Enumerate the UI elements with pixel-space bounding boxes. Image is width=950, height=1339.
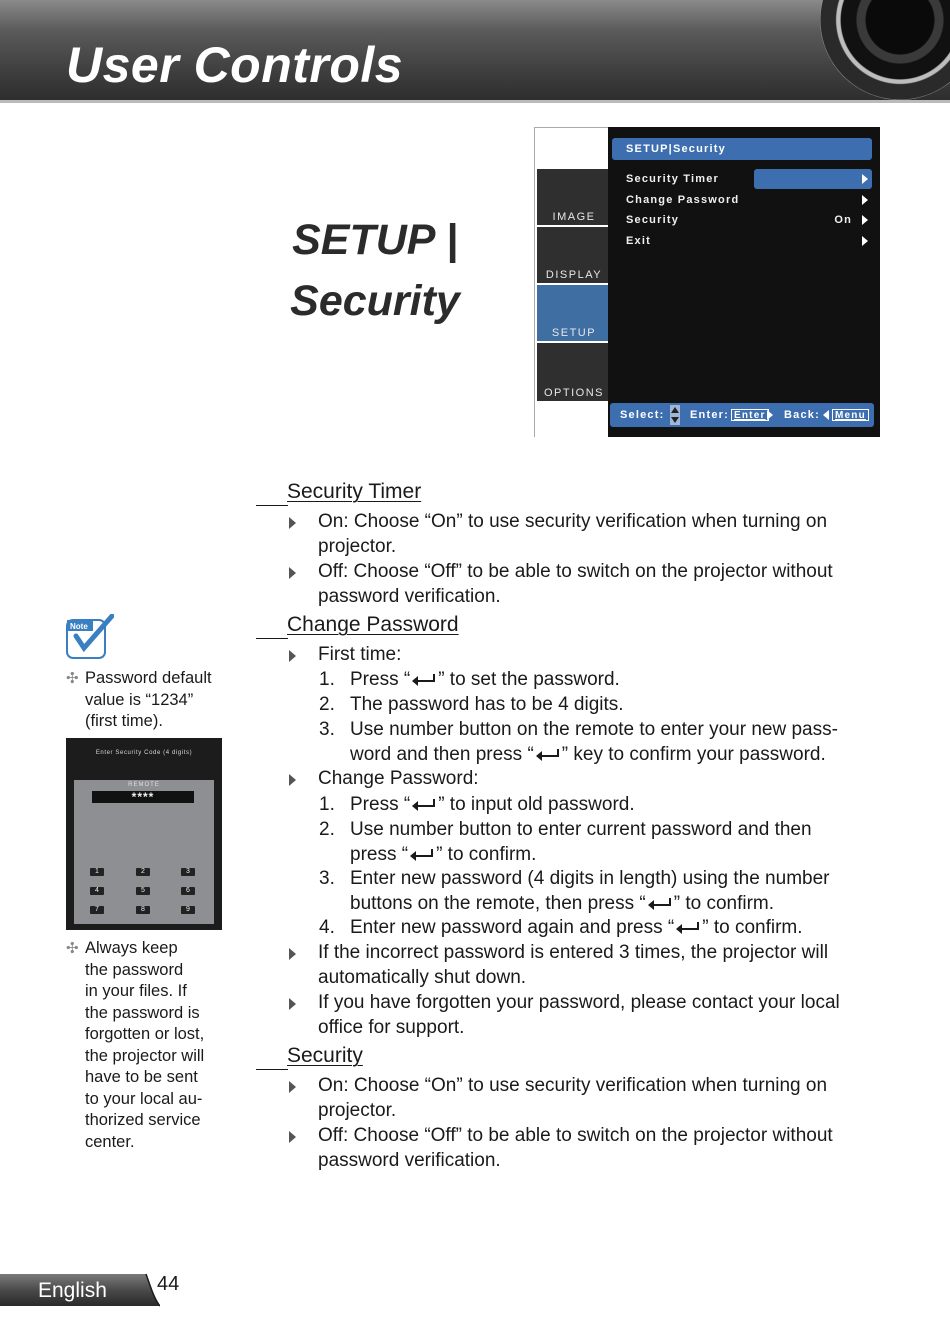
- key-8: 8: [136, 906, 150, 914]
- note-icon: [66, 614, 114, 660]
- arrow-right-icon: [766, 409, 774, 421]
- step-first-3: 3. Use number button on the remote to enter your new pass- word and then press “ ” key to confirm your password.: [319, 719, 838, 765]
- enter-key-icon: [647, 897, 673, 911]
- menu-key-icon: Menu: [832, 409, 869, 421]
- up-down-icon: [670, 405, 680, 425]
- heading-security-timer: Security Timer: [256, 480, 476, 506]
- step-change-3: 3. Enter new password (4 digits in length) using the number buttons on the remote, then press “ ” to confirm.: [319, 868, 830, 914]
- bullet-security-off: Off: Choose “Off” to be able to switch on the projector without password verification.: [287, 1124, 887, 1174]
- arrow-right-icon: [862, 215, 868, 225]
- osd-item-security: Security On: [626, 210, 874, 230]
- enter-key-icon: [411, 673, 437, 687]
- osd-menu-screenshot: [534, 127, 880, 437]
- key-9: 9: [181, 906, 195, 914]
- key-6: 6: [181, 887, 195, 895]
- osd-footer: Select: Enter: Enter Back: Menu: [610, 403, 874, 427]
- osd-item-security-timer: Security Timer: [626, 169, 874, 189]
- header-rule: [0, 100, 950, 103]
- section-title-line2: Security: [290, 277, 460, 325]
- key-7: 7: [90, 906, 104, 914]
- key-2: 2: [136, 868, 150, 876]
- triangle-bullet-icon: [289, 1131, 296, 1143]
- bullet-first-time: First time:: [287, 643, 887, 668]
- arrow-right-icon: [862, 174, 868, 184]
- bullet-timer-on: On: Choose “On” to use security verification when turning on projector.: [287, 510, 887, 560]
- triangle-bullet-icon: [289, 948, 296, 960]
- osd-tab-image: IMAGE: [537, 169, 611, 225]
- arrow-right-icon: [862, 195, 868, 205]
- enter-key-icon: [409, 848, 435, 862]
- bullet-security-on: On: Choose “On” to use security verification when turning on projector.: [287, 1074, 887, 1124]
- key-4: 4: [90, 887, 104, 895]
- key-1: 1: [90, 868, 104, 876]
- osd-item-exit: Exit: [626, 231, 874, 251]
- bullet-incorrect-password: If the incorrect password is entered 3 times, the projector will automatically shut down.: [287, 941, 887, 991]
- diamond-bullet-icon: ✣: [66, 670, 79, 687]
- enter-key-icon: [411, 798, 437, 812]
- triangle-bullet-icon: [289, 517, 296, 529]
- projector-lens-graphic: [820, 0, 950, 100]
- triangle-bullet-icon: [289, 650, 296, 662]
- step-change-2: 2. Use number button to enter current password and then press “ ” to confirm.: [319, 819, 812, 865]
- page-title: User Controls: [66, 37, 404, 93]
- page-header: [0, 0, 950, 103]
- triangle-bullet-icon: [289, 1081, 296, 1093]
- page-number: 44: [157, 1273, 180, 1295]
- diamond-bullet-icon: ✣: [66, 940, 79, 957]
- osd-tab-options: OPTIONS: [537, 343, 611, 401]
- note-bullet-default-password: ✣ Password default value is “1234” (first time).: [66, 669, 212, 730]
- osd-main-panel: [608, 127, 880, 437]
- security-code-screenshot: Enter Security Code (4 digits) REMOTE **** 1 2 3 4 5 6 7 8 9: [66, 738, 222, 930]
- footer-language: English: [38, 1279, 107, 1302]
- arrow-left-icon: [822, 409, 830, 421]
- osd-title: SETUP|Security: [612, 138, 872, 160]
- triangle-bullet-icon: [289, 567, 296, 579]
- note-bullet-keep-password: ✣ Always keep the password in your files. If the password is forgotten or lost, the projector will have to be sent to your local au- thorized service center.: [66, 939, 205, 1151]
- key-3: 3: [181, 868, 195, 876]
- step-first-1: 1. Press “ ” to set the password.: [319, 669, 620, 690]
- section-title: [290, 210, 460, 332]
- enter-key-icon: [535, 748, 561, 762]
- key-5: 5: [136, 887, 150, 895]
- step-change-4: 4. Enter new password again and press “ ” to confirm.: [319, 917, 803, 938]
- arrow-right-icon: [862, 236, 868, 246]
- osd-tab-column: [534, 127, 610, 437]
- triangle-bullet-icon: [289, 774, 296, 786]
- bullet-change-password: Change Password:: [287, 767, 887, 792]
- enter-key-icon: Enter: [731, 409, 769, 421]
- step-change-1: 1. Press “ ” to input old password.: [319, 794, 635, 815]
- heading-security: Security: [256, 1044, 416, 1070]
- code-field: ****: [92, 791, 194, 803]
- osd-tab-setup: SETUP: [537, 285, 611, 341]
- triangle-bullet-icon: [289, 998, 296, 1010]
- enter-key-icon: [675, 921, 701, 935]
- svg-text:Note: Note: [70, 622, 88, 631]
- step-first-2: 2. The password has to be 4 digits.: [319, 694, 624, 715]
- osd-item-change-password: Change Password: [626, 190, 874, 210]
- bullet-forgot-password: If you have forgotten your password, please contact your local office for support.: [287, 991, 887, 1041]
- section-title-line1: SETUP |: [292, 216, 458, 264]
- bullet-timer-off: Off: Choose “Off” to be able to switch on the projector without password verification.: [287, 560, 887, 610]
- remote-panel: REMOTE **** 1 2 3 4 5 6 7 8 9: [74, 780, 214, 924]
- osd-tab-display: DISPLAY: [537, 227, 611, 283]
- heading-change-password: Change Password: [256, 613, 496, 639]
